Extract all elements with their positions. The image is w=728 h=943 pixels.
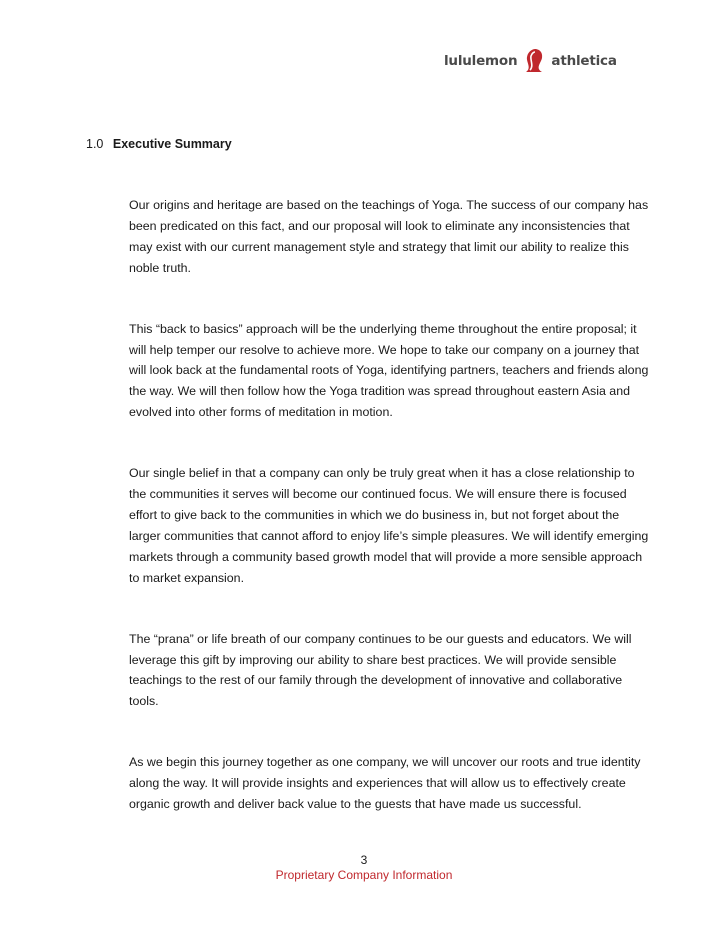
section-heading [86,137,232,151]
lululemon-omega-icon [522,48,546,74]
section-number: 1.0 [86,137,104,151]
company-logo [444,48,617,74]
section-title: Executive Summary [112,137,232,151]
paragraph-community: Our single belief in that a company can only be truly great when it has a close relationship to the communities it serves will become our continued focus. We will ensure there is focused effort to give back to the communities in which we do business in, but not forget about the larger communities that cannot afford to enjoy life’s simple pleasures. We will identify emerging markets through a community based growth model that will provide a more sensible approach to market expansion. [129,466,649,585]
confidential-note: Proprietary Company Information [275,868,453,882]
paragraph-origins: Our origins and heritage are based on the teachings of Yoga. The success of our company has been predicated on this fact, and our proposal will look to eliminate any inconsistencies that may exist with our current management style and strategy that limit our ability to realize this noble truth. [129,198,649,275]
paragraph-prana: The “prana” or life breath of our company continues to be our guests and educators. We will leverage this gift by improving our ability to share best practices. We will provide sensible teachings to the rest of our family through the development of innovative and collaborative tools. [129,631,632,709]
paragraph-journey: As we begin this journey together as one company, we will uncover our roots and true identity along the way. It will provide insights and experiences that will allow us to effectively create organic growth and deliver back value to the guests that have made us successful. [129,755,641,812]
logo-text-left: lululemon [444,53,518,69]
page-number: 3 [360,853,368,867]
paragraph-back-to-basics: This “back to basics” approach will be the underlying theme throughout the entire proposal; it will help temper our resolve to achieve more. We hope to take our company on a journey that will look back at the fundamental roots of Yoga, identifying partners, teachers and friends along the way. We will then follow how the Yoga tradition was spread throughout eastern Asia and evolved into other forms of meditation in motion. [129,321,649,420]
logo-text-right: athletica [551,53,617,69]
executive-summary-body [129,195,649,855]
page-footer [0,853,728,883]
